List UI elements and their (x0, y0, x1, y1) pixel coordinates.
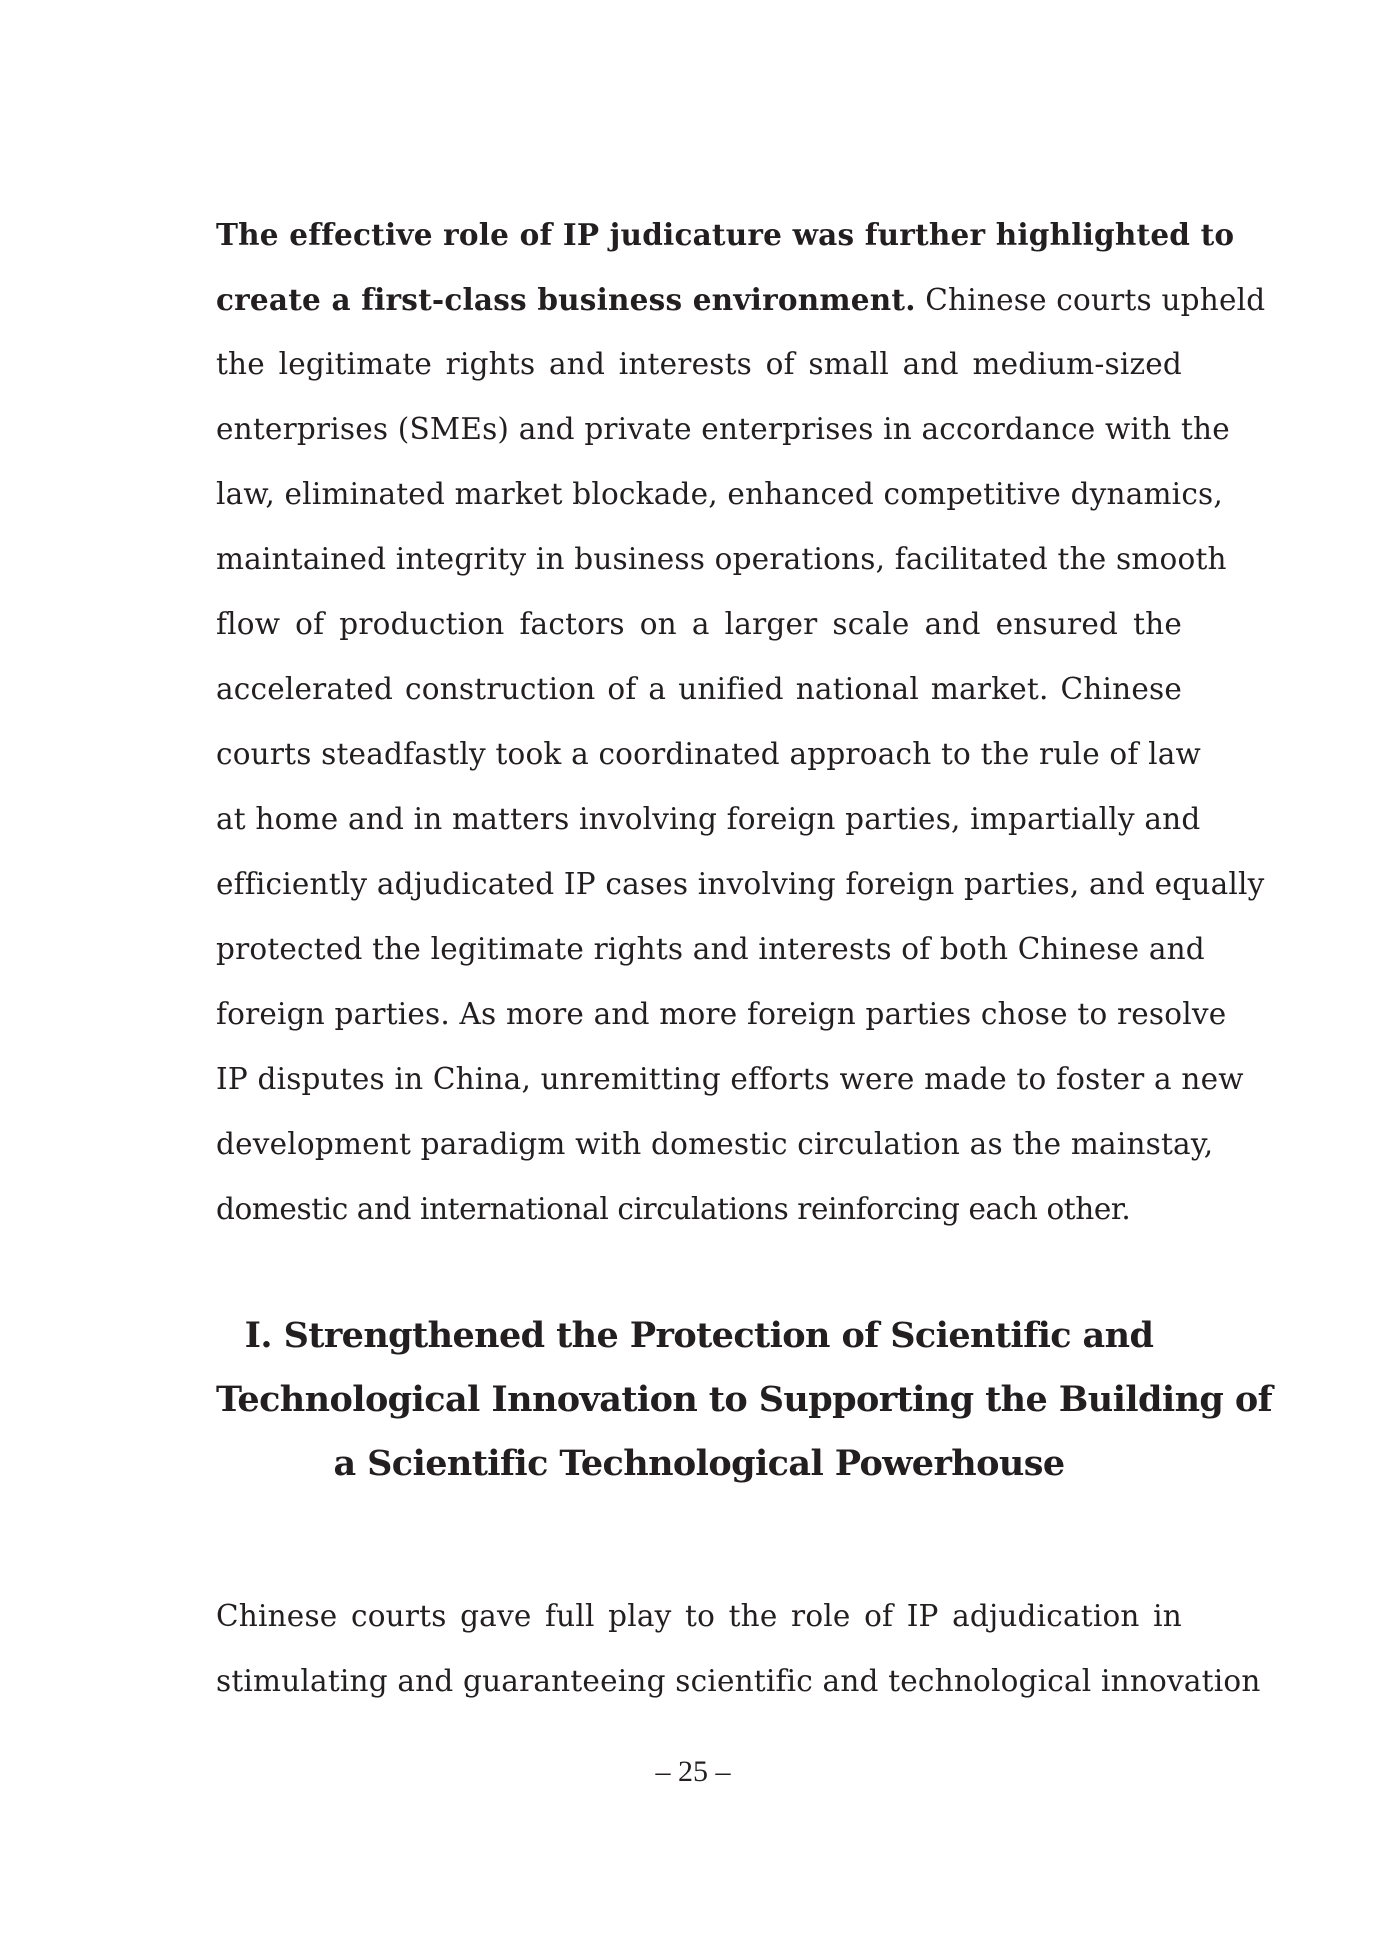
paragraph-line: at home and in matters involving foreign parties, impartially and (216, 802, 1201, 836)
paragraph-lead-rest: Chinese courts upheld (915, 283, 1266, 317)
paragraph-lead-line: The effective role of IP judicature was further highlighted to (216, 217, 1235, 252)
section-heading-line: Technological Innovation to Supporting the Building of (216, 1379, 1273, 1420)
section-heading-line: I. Strengthened the Protection of Scientific and (244, 1315, 1154, 1356)
paragraph-line: accelerated construction of a unified national market. Chinese (216, 672, 1182, 706)
paragraph-line (216, 267, 1266, 332)
paragraph-line: efficiently adjudicated IP cases involving foreign parties, and equally (216, 867, 1265, 901)
continuation-paragraph (216, 1584, 1261, 1714)
paragraph-line: foreign parties. As more and more foreign parties chose to resolve (216, 997, 1227, 1031)
paragraph-line: IP disputes in China, unremitting efforts were made to foster a new (216, 1062, 1244, 1096)
paragraph-line: Chinese courts gave full play to the role of IP adjudication in (216, 1599, 1182, 1633)
section-heading-line: a Scientific Technological Powerhouse (333, 1443, 1065, 1484)
paragraph-line: flow of production factors on a larger scale and ensured the (216, 607, 1182, 641)
paragraph-line: stimulating and guaranteeing scientific and technological innovation (216, 1664, 1261, 1698)
page-number: – 25 – (655, 1755, 731, 1788)
paragraph-line: protected the legitimate rights and interests of both Chinese and (216, 932, 1205, 966)
paragraph-line: domestic and international circulations reinforcing each other. (216, 1192, 1131, 1226)
paragraph-line: courts steadfastly took a coordinated approach to the rule of law (216, 737, 1201, 771)
paragraph-lead-bold: create a first-class business environment. (216, 282, 916, 317)
section-heading (216, 1304, 1273, 1496)
paragraph-line: development paradigm with domestic circulation as the mainstay, (216, 1127, 1214, 1161)
paragraph-line: law, eliminated market blockade, enhanced competitive dynamics, (216, 477, 1223, 511)
paragraph-line: the legitimate rights and interests of small and medium-sized (216, 347, 1182, 381)
paragraph-line: maintained integrity in business operations, facilitated the smooth (216, 542, 1227, 576)
intro-paragraph (216, 202, 1266, 1242)
paragraph-line: enterprises (SMEs) and private enterprises in accordance with the (216, 412, 1230, 446)
